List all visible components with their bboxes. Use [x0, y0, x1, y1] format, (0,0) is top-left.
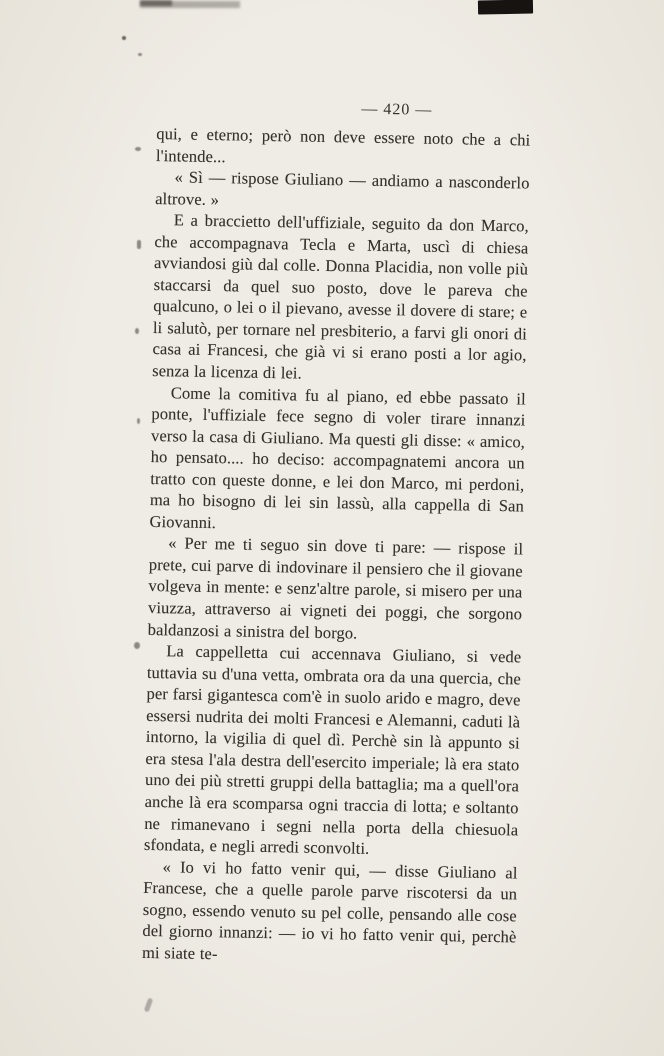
scan-ink-blot [478, 0, 533, 14]
scan-speck [144, 998, 153, 1013]
paragraph: « Per me ti seguo sin dove ti pare: — rispose il prete, cui parve di indovinare il pensiero che il giovane volgeva in mente: e senz'altre parole, si misero per una viuzza, attraverso ai vigneti dei poggi, che sorgono baldanzosi a sinistra del borgo. [147, 533, 524, 643]
scan-speck [122, 36, 126, 40]
scan-speck [134, 642, 140, 649]
scan-speck [138, 53, 142, 56]
page-number: — 420 — [361, 100, 433, 119]
paragraph: « Io vi ho fatto venir qui, — disse Giuliano al Francese, che a quelle parole parve riscotersi da un sogno, essendo venuto su pel colle, pensando alle cose del giorno innanzi: — io vi ho fatto venir qui, perchè mi siate te- [141, 856, 518, 963]
paragraph: qui, e eterno; però non deve essere noto che a chi l'intende... [155, 123, 531, 166]
scan-smudge [140, 0, 172, 6]
scan-smudge [140, 1, 240, 8]
book-page [142, 96, 531, 970]
scan-speck [135, 147, 141, 151]
scan-speck [135, 328, 139, 334]
paragraph: « Sì — rispose Giuliano — andiamo a nasconderlo altrove. » [155, 167, 530, 209]
paragraph: La cappelletta cui accennava Giuliano, si vede tuttavia su d'una vetta, ombrata ora da una quercia, che per farsi gigantesca com'è in suolo arido e magro, deve essersi nudrita dei molti Francesi e Alemanni, caduti là intorno, la vigilia di quel dì. Perchè sin là appunto si era stesa l'ala destra dell'esercito imperiale; là era stato uno dei più stretti gruppi della battaglia; ma a quell'ora anche là era scomparsa ogni traccia di lotta; e soltanto ne rimanevano i segni nella porta della chiesuola sfondata, e negli arredi sconvolti. [143, 641, 522, 858]
paragraph: E a braccietto dell'uffiziale, seguito da don Marco, che accompagnava Tecla e Marta, uscì di chiesa avviandosi giù dal colle. Donna Placidia, non volle più staccarsi da quel suo posto, dove le pareva che qualcuno, o lei o il pievano, avesse il dovere di stare; e li salutò, per tornare nel presbiterio, a farvi gli onori di casa ai Francesi, che già vi si erano posti a lor agio, senza la licenza di lei. [152, 210, 529, 383]
page-text [142, 123, 531, 970]
paragraph: Come la comitiva fu al piano, ed ebbe passato il ponte, l'uffiziale fece segno di voler tirare innanzi verso la casa di Giuliano. Ma questi gli disse: « amico, ho pensato.... ho deciso: accompagnatemi ancora un tratto con queste donne, e lei don Marco, mi perdoni, ma ho bisogno di lei sin lassù, alla cappella di San Giovanni. [149, 382, 526, 532]
scan-speck [137, 240, 141, 249]
scan-speck [137, 418, 140, 424]
